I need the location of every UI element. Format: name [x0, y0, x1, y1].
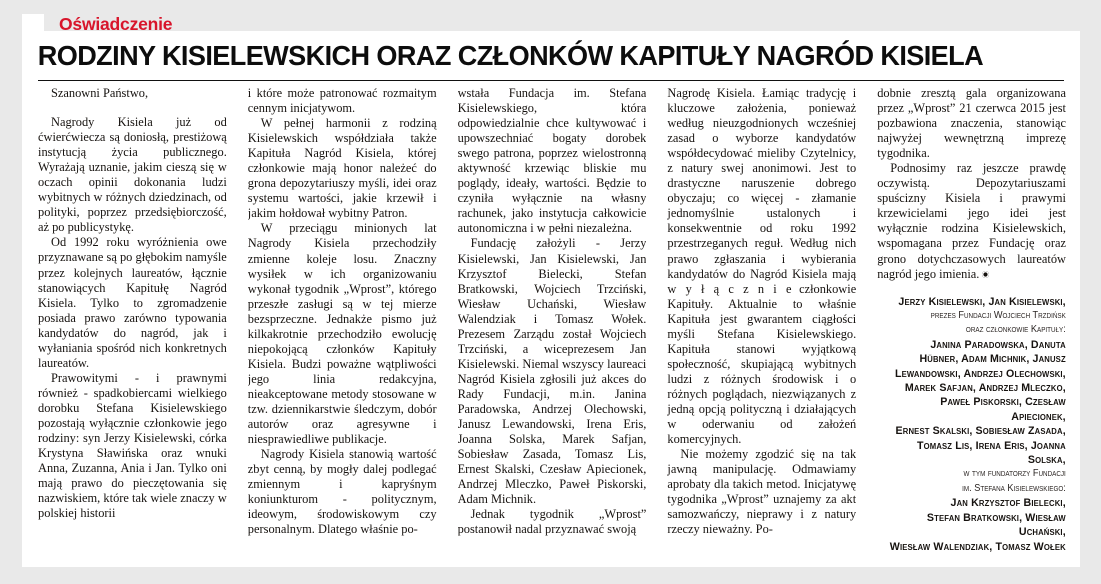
text-column-2 — [248, 86, 437, 564]
paragraph: Od 1992 roku wyróżnienia owe przyznawane są po głębokim namyśle przez kolejnych laureatów, łącznie stanowiących Kapitułę Nagród Kisiela. Tylko to zgromadzenie posiada prawo zarówno typowania kandydatów do nagród, jak i wyłaniania spośród nich konkretnych laureatów. — [38, 235, 227, 370]
kicker-bar — [44, 14, 1101, 31]
paragraph — [667, 86, 856, 447]
signature-line: oraz członkowie Kapituły: — [966, 324, 1066, 336]
paragraph: W pełnej harmonii z rodziną Kisielewskich współdziała także Kapituła Nagród Kisiela, której członkowie mają honor należeć do grona depozytariuszy myśli, idei oraz systemu wartości, jakie krzewił i jakim hołdował wybitny Patron. — [247, 116, 437, 221]
headline-rule — [38, 80, 1064, 81]
signature-line: Jerzy Kisielewski, Jan Kisielewski, — [898, 295, 1066, 308]
text-column-3 — [458, 86, 647, 564]
end-mark-icon — [982, 271, 989, 278]
signature-line: Hübner, Adam Michnik, Janusz — [919, 353, 1066, 366]
paragraph: Nagrody Kisiela już od ćwierćwiecza są doniosłą, prestiżową instytucją życia publicznego. Wyrażają uznanie, jakim cieszą się w oczach opinii dokonania ludzi wybitnych w różnych dziedzinach, od polityki, poprzez przedsiębiorczość, aż po publicystykę. — [38, 115, 227, 235]
signature-block — [877, 295, 1066, 554]
text-column-4 — [667, 86, 856, 564]
signature-line: Paweł Piskorski, Czesław Apiecionek, — [940, 396, 1066, 423]
text-column-1 — [38, 86, 227, 564]
paragraph-part: Podnosimy raz jeszcze prawdę oczywistą. Depozytariuszami spuścizny Kisiela i prawymi krzewicielami jego idei jest wyłącznie rodzina Kisielewskich, wspomagana przez Fundację oraz grono dotychczasowych laureatów nagród jego imienia. — [877, 161, 1066, 281]
headline-container — [22, 36, 1080, 76]
kicker-label: Oświadczenie — [59, 14, 173, 34]
text-column-5 — [877, 86, 1066, 564]
paragraph: dobnie zresztą gala organizowana przez „Wprost” 21 czerwca 2015 jest pozbawiona znaczenia, stanowiąc najwyżej wewnętrzną imprezę tygodnika. — [877, 86, 1066, 161]
signature-line: Tomasz Lis, Irena Eris, Joanna Solska, — [917, 439, 1066, 467]
article-sheet — [22, 14, 1080, 567]
signature-line: Jan Krzysztof Bielecki, — [950, 497, 1066, 510]
signature-line: Marek Safjan, Andrzej Mleczko, — [905, 382, 1066, 395]
paragraph: Nagrody Kisiela stanowią wartość zbyt cenną, by mogły dalej podlegać zmiennym i kapryśnym koniunkturom - politycznym, ideowym, środowiskowym czy personalnym. Dlatego właśnie po- — [247, 447, 437, 537]
paragraph: W przeciągu minionych lat Nagrody Kisiela przechodziły zmienne koleje losu. Znaczny wysiłek w ich organizowaniu wykonał tygodnik „Wprost”, którego przeszłe zasługi są w tej mierze bezsprzeczne. Jednakże pismo już kilkakrotnie przechodziło ewolucję niepokojącą członków Kapituły Kisiela. Budzi poważne wątpliwości jego linia redakcyjna, nieakceptowane metody stosowane w tzw. dziennikarstwie śledczym, dobór autorów oraz agresywne i niesprawiedliwe publikacje. — [247, 221, 437, 447]
signature-line: prezes Fundacji Wojciech Trzdińsk — [930, 310, 1066, 322]
signature-line: w tym fundatorzy Fundacji — [963, 468, 1066, 480]
paragraph-part: członkowie Kapituły. Aktualnie to właśnie Kapituła jest gwarantem ciągłości myśli Stefana Kisielewskiego. Kapituła stanowi wyjątkową społeczność, skupiającą wybitnych ludzi z różnych środowisk i o różnych poglądach, niezwiązanych z jedną opcją polityczną i działających w oderwaniu od założeń komercyjnych. — [667, 281, 857, 447]
paragraph — [877, 161, 1066, 281]
paragraph: i które może patronować rozmaitym cennym inicjatywom. — [247, 86, 437, 116]
paragraph-part: Nagrodę Kisiela. Łamiąc tradycję i kluczowe założenia, ponieważ według nieuzgodnionych wcześniej zasad o wyborze kandydatów współdecydować mieliby Czytelnicy, z natury swej anonimowi. Jest to drastyczne naruszenie dobrego obyczaju; co więcej - złamanie jednomyślnie ustalonych i konsekwentnie od roku 1992 przestrzeganych reguł. Według nich prawo zgłaszania i wybierania kandydatów do Nagród Kisiela mają — [667, 86, 857, 281]
signature-line: Lewandowski, Andrzej Olechowski, — [895, 367, 1066, 380]
signature-line: Ernest Skalski, Sobiesław Zasada, — [895, 425, 1066, 438]
page-title: RODZINY KISIELEWSKICH ORAZ CZŁONKÓW KAPITUŁY NAGRÓD KISIELA — [37, 40, 984, 71]
signature-line: Wiesław Walendziak, Tomasz Wołek — [889, 540, 1066, 553]
paragraph: Nie możemy zgodzić się na tak jawną manipulację. Odmawiamy aprobaty dla takich metod. Inicjatywę tygodnika „Wprost” uznajemy za akt samozwańczy, nieprawy i z natury rzeczy nieważny. Po- — [667, 447, 857, 537]
paragraph: Prawowitymi - i prawnymi również - spadkobiercami wielkiego dorobku Stefana Kisielewskiego pozostają wyłącznie członkowie jego rodziny: syn Jerzy Kisielewski, córka Krystyna Sławińska oraz wnuki Anna, Zuzanna, Ania i Jan. Tylko oni mają prawo do pieczętowania się nazwiskiem, które tak wiele znaczy w polskiej historii — [38, 370, 227, 521]
signature-line: im. Stefana Kisielewskiego: — [962, 482, 1066, 494]
salutation: Szanowni Państwo, — [51, 86, 149, 100]
paragraph: Fundację założyli - Jerzy Kisielewski, Jan Kisielewski, Jan Krzysztof Bielecki, Stefan Bratkowski, Wojciech Trzciński, Wiesław Uchański, Wiesław Walendziak i Tomasz Wołek. Prezesem Zarządu został Wojciech Trzciński, a wiceprezesem Jan Kisielewski. Niemal wszyscy laureaci Nagród Kisiela zgłosili już akces do Rady Fundacji, m.in. Janina Paradowska, Andrzej Olechowski, Janusz Lewandowski, Irena Eris, Joanna Solska, Marek Safjan, Sobiesław Zasada, Tomasz Lis, Ernest Skalski, Czesław Apiecionek, Andrzej Mleczko, Paweł Piskorski, Adam Michnik. — [457, 236, 647, 507]
article-columns — [38, 86, 1066, 564]
paragraph: wstała Fundacja im. Stefana Kisielewskiego, która odpowiedzialnie chce kultywować i upowszechniać bogaty dorobek swego patrona, poprzez wielostronną aktywność krzewiąc bliskie mu poglądy, ideały, wartości. Będzie to czyniła wyłącznie na własny rachunek, jako instytucja całkowicie autonomiczna i w pełni niezależna. — [457, 86, 647, 236]
paragraph: Jednak tygodnik „Wprost” postanowił nadal przyznawać swoją — [457, 507, 647, 537]
signature-line: Stefan Bratkowski, Wiesław Uchański, — [927, 511, 1066, 539]
emphasized-spaced-text: w y ł ą c z n i e — [667, 281, 794, 296]
signature-line: Janina Paradowska, Danuta — [930, 338, 1066, 351]
